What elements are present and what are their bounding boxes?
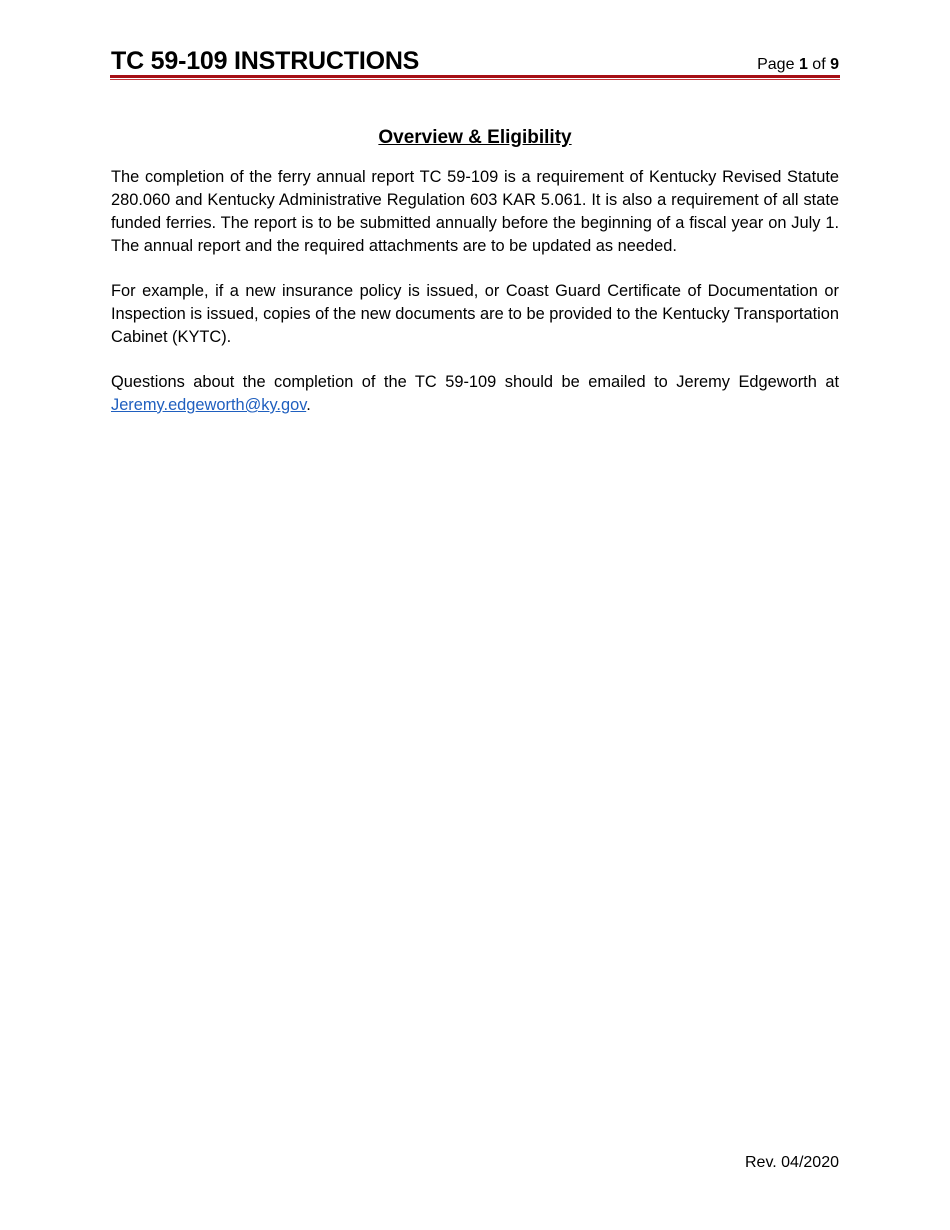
page-number bbox=[757, 54, 839, 76]
questions-text: Questions about the completion of the TC 59-109 should be emailed to Jeremy Edgeworth at bbox=[111, 373, 839, 391]
section-heading: Overview & Eligibility bbox=[378, 127, 572, 148]
revision-label: Rev. 04/2020 bbox=[745, 1154, 839, 1171]
header-divider bbox=[110, 75, 840, 78]
page-total: 9 bbox=[830, 56, 839, 73]
header-divider-thin bbox=[110, 79, 840, 80]
contact-email-link[interactable]: Jeremy.edgeworth@ky.gov bbox=[111, 396, 307, 414]
paragraph-overview: The completion of the ferry annual report TC 59-109 is a requirement of Kentucky Revised Statute 280.060 and Kentucky Administrative Regulation 603 KAR 5.061. It is also a requirement of all state funded ferries. The report is to be submitted annually before the beginning of a fiscal year on July 1. The annual report and the required attachments are to be updated as needed. bbox=[111, 168, 839, 255]
page-of: of bbox=[812, 56, 826, 73]
document-title: TC 59-109 INSTRUCTIONS bbox=[111, 47, 420, 75]
page-current: 1 bbox=[798, 56, 808, 73]
paragraph-example: For example, if a new insurance policy is issued, or Coast Guard Certificate of Documentation or Inspection is issued, copies of the new documents are to be provided to the Kentucky Transportation Cabinet (KYTC). bbox=[111, 282, 839, 346]
questions-period: . bbox=[306, 396, 311, 414]
page-prefix: Page bbox=[757, 56, 795, 73]
paragraph-questions bbox=[111, 371, 839, 417]
